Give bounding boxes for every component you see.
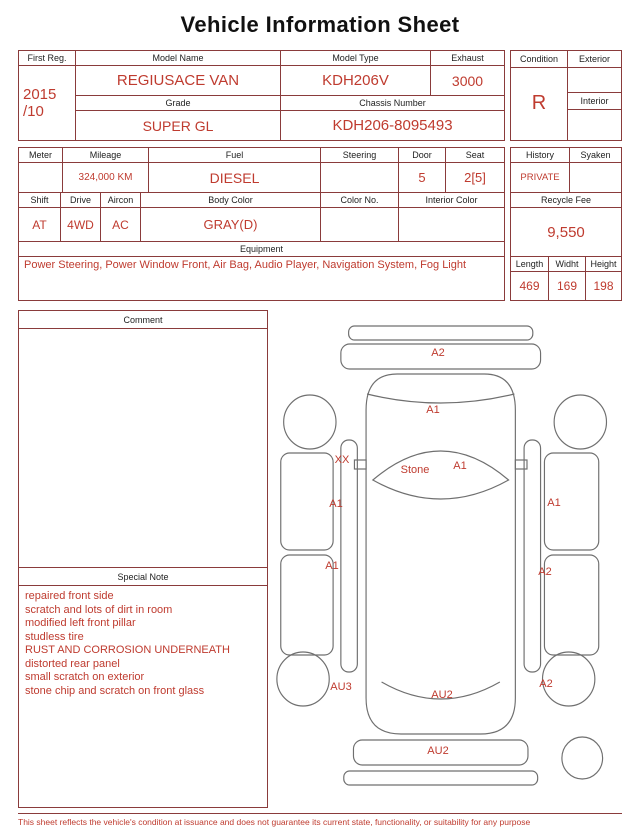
note-line: RUST AND CORROSION UNDERNEATH (25, 644, 230, 656)
damage-marker: XX (334, 454, 350, 466)
left-front-panel-shape (281, 453, 333, 550)
condition-detail-section (18, 310, 622, 808)
shift-value: AT (19, 208, 61, 242)
exhaust-value: 3000 (431, 66, 505, 96)
vehicle-outline-graphic (273, 310, 622, 808)
model-type-label: Model Type (281, 51, 431, 66)
specs-left (18, 147, 505, 301)
hood-line-shape (367, 394, 514, 403)
exterior-value (568, 67, 622, 92)
meter-label: Meter (19, 148, 63, 163)
front-grille-shape (349, 326, 533, 340)
condition-label: Condition (511, 51, 568, 68)
model-type-value: KDH206V (281, 66, 431, 96)
door-value: 5 (399, 163, 446, 193)
left-rocker-shape (341, 440, 357, 672)
history-table (510, 147, 622, 193)
condition-value: R (511, 67, 568, 140)
damage-marker: A2 (538, 566, 552, 578)
width-label: Widht (549, 257, 586, 272)
dimensions-table (510, 256, 622, 301)
rear-lower-bar-shape (344, 771, 538, 785)
special-notes-list (19, 586, 267, 807)
comment-panel (18, 310, 268, 808)
right-front-wheel-shape (554, 395, 606, 449)
specs-right (510, 147, 622, 301)
body-color-label: Body Color (141, 193, 321, 208)
damage-marker: Stone (400, 464, 430, 476)
page-title: Vehicle Information Sheet (180, 12, 460, 37)
comment-body (19, 329, 267, 568)
aircon-value: AC (101, 208, 141, 242)
note-line: small scratch on exterior (25, 671, 145, 683)
first-reg-label: First Reg. (19, 51, 76, 66)
recycle-fee-table (510, 192, 622, 257)
shift-label: Shift (19, 193, 61, 208)
interior-color-value (399, 208, 505, 242)
height-label: Height (586, 257, 622, 272)
damage-marker: AU2 (427, 745, 449, 757)
chassis-number-value: KDH206-8095493 (281, 111, 505, 141)
registration-section (18, 50, 622, 141)
mileage-value: 324,000 KM (63, 163, 149, 193)
body-outline-shape (366, 374, 515, 734)
grade-label: Grade (76, 96, 281, 111)
model-name-label: Model Name (76, 51, 281, 66)
recycle-fee-value: 9,550 (511, 208, 622, 257)
equipment-value: Power Steering, Power Window Front, Air Bag, Audio Player, Navigation System, Fog Light (19, 257, 505, 301)
right-mirror-shape (515, 460, 527, 469)
special-note-header: Special Note (19, 567, 267, 586)
color-no-value (321, 208, 399, 242)
interior-color-label: Interior Color (399, 193, 505, 208)
seat-label: Seat (446, 148, 505, 163)
note-line: studless tire (25, 630, 84, 643)
model-name-value: REGIUSACE VAN (76, 66, 281, 96)
damage-marker: A1 (325, 560, 339, 572)
damage-marker: A2 (431, 347, 445, 359)
equipment-table (18, 241, 505, 301)
damage-marker: AU2 (431, 689, 453, 701)
damage-marker: A1 (453, 460, 467, 472)
right-rocker-shape (524, 440, 540, 672)
color-no-label: Color No. (321, 193, 399, 208)
aircon-label: Aircon (101, 193, 141, 208)
comment-header: Comment (19, 311, 267, 329)
history-value: PRIVATE (511, 163, 570, 193)
registration-table (18, 50, 505, 141)
vehicle-damage-diagram (273, 310, 622, 808)
door-label: Door (399, 148, 446, 163)
note-line: stone chip and scratch on front glass (25, 684, 205, 697)
interior-label: Interior (568, 92, 622, 109)
drive-value: 4WD (61, 208, 101, 242)
history-label: History (511, 148, 570, 163)
note-line: distorted rear panel (25, 657, 120, 670)
body-color-value: GRAY(D) (141, 208, 321, 242)
damage-marker: A2 (539, 678, 553, 690)
width-value: 169 (549, 272, 586, 301)
recycle-fee-label: Recycle Fee (511, 193, 622, 208)
syaken-label: Syaken (570, 148, 622, 163)
spare-tire-shape (562, 737, 603, 779)
fuel-value: DIESEL (149, 163, 321, 193)
first-reg-value: 2015 /10 (19, 66, 76, 141)
note-line: scratch and lots of dirt in room (25, 603, 173, 616)
length-value: 469 (511, 272, 549, 301)
specs-section (18, 147, 622, 301)
steering-value (321, 163, 399, 193)
specs-row1-table (18, 147, 505, 193)
exterior-label: Exterior (568, 51, 622, 68)
length-label: Length (511, 257, 549, 272)
left-front-wheel-shape (284, 395, 336, 449)
condition-table (510, 50, 622, 141)
damage-marker: A1 (547, 497, 561, 509)
disclaimer-text: This sheet reflects the vehicle's condition at issuance and does not guarantee its current state, functionality, or suitability for any purpose (18, 813, 622, 827)
right-rear-panel-shape (544, 555, 598, 655)
height-value: 198 (586, 272, 622, 301)
specs-row2-table (18, 192, 505, 242)
grade-value: SUPER GL (76, 111, 281, 141)
left-rear-wheel-shape (277, 652, 329, 706)
steering-label: Steering (321, 148, 399, 163)
mileage-label: Mileage (63, 148, 149, 163)
damage-marker: AU3 (330, 681, 352, 693)
chassis-number-label: Chassis Number (281, 96, 505, 111)
fuel-label: Fuel (149, 148, 321, 163)
note-line: modified left front pillar (25, 617, 136, 629)
left-mirror-shape (354, 460, 366, 469)
interior-value (568, 109, 622, 141)
equipment-label: Equipment (19, 242, 505, 257)
damage-marker: A1 (426, 404, 440, 416)
windshield-shape (373, 451, 509, 499)
damage-marker: A1 (329, 498, 343, 510)
syaken-value (570, 163, 622, 193)
note-line: repaired front side (25, 590, 114, 602)
drive-label: Drive (61, 193, 101, 208)
meter-value (19, 163, 63, 193)
seat-value: 2[5] (446, 163, 505, 193)
exhaust-label: Exhaust (431, 51, 505, 66)
